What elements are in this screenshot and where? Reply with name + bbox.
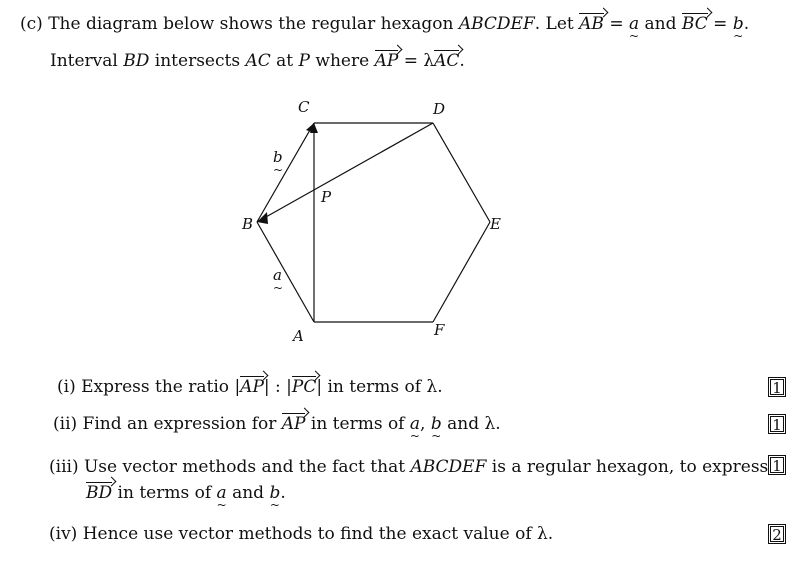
marks-iv: 2: [768, 524, 786, 544]
marks-iii: 1: [768, 455, 786, 475]
vector-ap: AP: [374, 51, 399, 71]
vector-a: a ~: [629, 14, 639, 34]
hexagon-name: ABCDEF: [458, 14, 535, 34]
label-b: B: [242, 215, 254, 233]
question-iii-line1: (iii) Use vector methods and the fact that ABCDEF is a regular hexagon, to express: [49, 457, 769, 477]
marks-i: 1: [768, 377, 786, 397]
question-ii: (ii) Find an expression for AP in terms of a ~, b ~ and λ.: [53, 414, 501, 434]
vector-b: b ~: [733, 14, 744, 34]
label-f: F: [434, 321, 445, 339]
part-header-line2: Interval BD intersects AC at P where AP = λAC.: [50, 51, 465, 71]
label-d: D: [433, 100, 446, 118]
interval-ac: AC: [245, 51, 271, 71]
diagonal-bd: [257, 123, 433, 222]
question-iii-line2: BD in terms of a ~ and b ~.: [86, 483, 286, 503]
part-label: (c): [20, 14, 43, 34]
point-p: P: [298, 51, 310, 71]
question-iv: (iv) Hence use vector methods to find the exact value of λ.: [49, 524, 554, 544]
side-ab: [257, 222, 314, 322]
tilde-a: ~: [273, 281, 284, 295]
vector-ac: AC: [434, 51, 460, 71]
marks-ii: 1: [768, 414, 786, 434]
label-a: A: [293, 327, 304, 345]
vector-ab: AB: [579, 14, 604, 34]
label-vector-a: a: [273, 266, 282, 284]
tilde-b: ~: [273, 163, 284, 177]
side-de: [433, 123, 490, 222]
interval-bd: BD: [123, 51, 150, 71]
part-header-line1: (c) The diagram below shows the regular hexagon ABCDEF. Let AB = a ~ and BC = b ~.: [20, 14, 749, 34]
label-c: C: [298, 98, 310, 116]
label-p: P: [321, 188, 332, 206]
label-e: E: [490, 215, 501, 233]
side-ef: [433, 222, 490, 322]
question-i: (i) Express the ratio |AP| : |PC| in terms of λ.: [57, 377, 443, 397]
label-vector-b: b: [273, 148, 283, 166]
vector-bc: BC: [681, 14, 708, 34]
side-bc: [257, 123, 314, 222]
intro-text: The diagram below shows the regular hexagon: [48, 14, 454, 34]
